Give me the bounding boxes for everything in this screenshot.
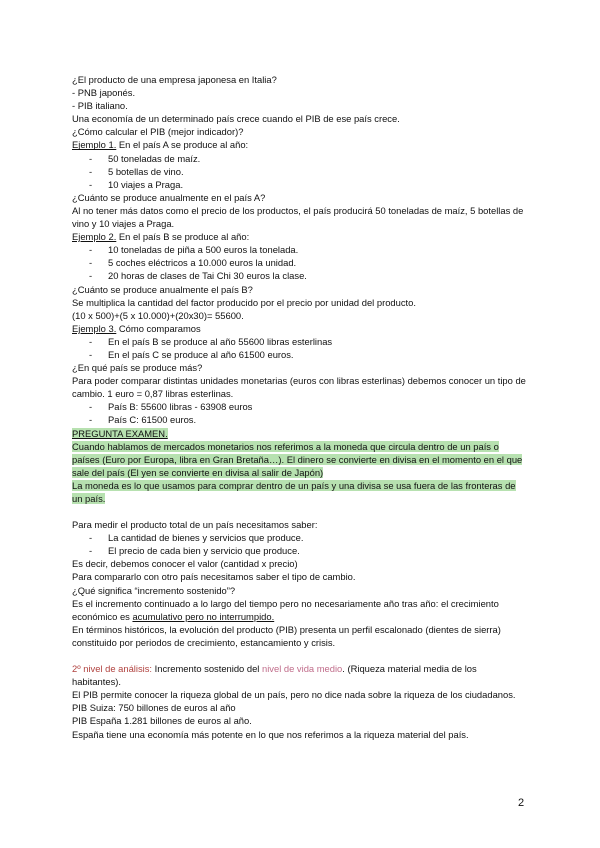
example-2-text: En el país B se produce al año:	[116, 231, 250, 243]
list-item: - 5 botellas de vino.	[72, 165, 526, 178]
example-2-heading	[72, 230, 526, 243]
spacer	[72, 505, 526, 518]
spacer	[72, 649, 526, 662]
underlined-text: acumulativo pero no interrumpido.	[132, 610, 275, 622]
list-item: - 5 coches eléctricos a 10.000 euros la unidad.	[72, 256, 526, 269]
nivel-highlight: nivel de vida medio	[262, 663, 343, 675]
text-line: Es decir, debemos conocer el valor (cantidad x precio)	[72, 558, 298, 570]
list-item: - 10 toneladas de piña a 500 euros la tonelada.	[72, 243, 526, 256]
example-3-label: Ejemplo 3.	[72, 322, 117, 334]
answer: Para poder comparar distintas unidades monetarias (euros con libras esterlinas) debemos conocer un tipo de cambio. 1 euro = 0,87 libras esterlinas.	[72, 375, 526, 400]
list-item: - 20 horas de clases de Tai Chi 30 euros la clase.	[72, 269, 526, 282]
list-item: - El precio de cada bien y servicio que produce.	[72, 544, 526, 557]
list-item: - En el país C se produce al año 61500 euros.	[72, 348, 526, 361]
text-line: ¿El producto de una empresa japonesa en Italia?	[72, 74, 277, 85]
nivel-paragraph	[72, 662, 526, 688]
formula: (10 x 500)+(5 x 10.000)+(20x30)= 55600.	[72, 309, 244, 321]
page-number: 2	[518, 797, 525, 809]
list-item: - En el país B se produce al año 55600 libras esterlinas	[72, 335, 526, 348]
nivel-text: . (Riqueza material media de los habitantes).	[72, 663, 477, 688]
example-1-text: En el país A se produce al año:	[116, 139, 249, 151]
example-2-label: Ejemplo 2.	[72, 231, 117, 243]
text-paragraph: El PIB permite conocer la riqueza global de un país, pero no dice nada sobre la riqueza de los ciudadanos.	[72, 689, 516, 701]
question: ¿En qué país se produce más?	[72, 362, 203, 374]
question: ¿Cuánto se produce anualmente en el país A?	[72, 191, 266, 203]
answer: Al no tener más datos como el precio de los productos, el país producirá 50 toneladas de maíz, 5 botellas de vino y 10 viajes a Praga.	[72, 204, 524, 230]
answer	[72, 597, 526, 623]
text-line: - PNB japonés.	[72, 87, 136, 99]
exam-paragraph-2	[72, 479, 526, 505]
text-line: ¿Cómo calcular el PIB (mejor indicador)?	[72, 126, 244, 138]
text-line: PIB Suiza: 750 billones de euros al año	[72, 702, 236, 714]
highlighted-text: La moneda es lo que usamos para comprar dentro de un país y una divisa se usa fuera de las fronteras de un país.	[72, 479, 516, 504]
list-item: - 10 viajes a Praga.	[72, 178, 526, 191]
answer: Se multiplica la cantidad del factor producido por el precio por unidad del producto.	[72, 296, 416, 308]
example-1-label: Ejemplo 1.	[72, 139, 117, 151]
question: ¿Cuánto se produce anualmente el país B?	[72, 283, 253, 295]
document-body	[72, 73, 526, 741]
text-paragraph: En términos históricos, la evolución del producto (PIB) presenta un perfil escalonado (dientes de sierra) constituido por periodos de crecimiento, estancamiento y crisis.	[72, 623, 501, 648]
text-line: España tiene una economía más potente en lo que nos referimos a la riqueza material del país.	[72, 728, 469, 740]
exam-paragraph-1	[72, 440, 526, 479]
example-3-text: Cómo comparamos	[116, 322, 201, 334]
nivel-label: 2º nivel de análisis:	[72, 663, 153, 675]
example-3-heading	[72, 322, 526, 335]
text-line: Para medir el producto total de un país necesitamos saber:	[72, 519, 318, 531]
example-1-heading	[72, 138, 526, 151]
text-line: - PIB italiano.	[72, 100, 128, 112]
exam-question-heading	[72, 427, 526, 440]
text-line: Para compararlo con otro país necesitamos saber el tipo de cambio.	[72, 571, 356, 583]
list-item: - La cantidad de bienes y servicios que produce.	[72, 531, 526, 544]
highlighted-text: Cuando hablamos de mercados monetarios nos referimos a la moneda que circula dentro de un país o países (Euro por Europa, libra en Gran Bretaña…). El dinero se convierte en divisa en el momento en el que sale del país (El yen se convierte en divisa al salir de Japón)	[72, 440, 523, 478]
answer-text: Es el incremento continuado a lo largo del tiempo pero no necesariamente año tras año: el crecimiento económico es	[72, 597, 499, 622]
list-item: - País C: 61500 euros.	[72, 413, 526, 426]
list-item: - 50 toneladas de maíz.	[72, 152, 526, 165]
list-item: - País B: 55600 libras - 63908 euros	[72, 400, 526, 413]
exam-label: PREGUNTA EXAMEN.	[72, 427, 168, 439]
text-line: Una economía de un determinado país crece cuando el PIB de ese país crece.	[72, 113, 400, 125]
text-line: PIB España 1.281 billones de euros al año.	[72, 715, 252, 727]
question: ¿Qué significa “incremento sostenido”?	[72, 584, 236, 596]
nivel-text: Incremento sostenido del	[152, 663, 262, 675]
